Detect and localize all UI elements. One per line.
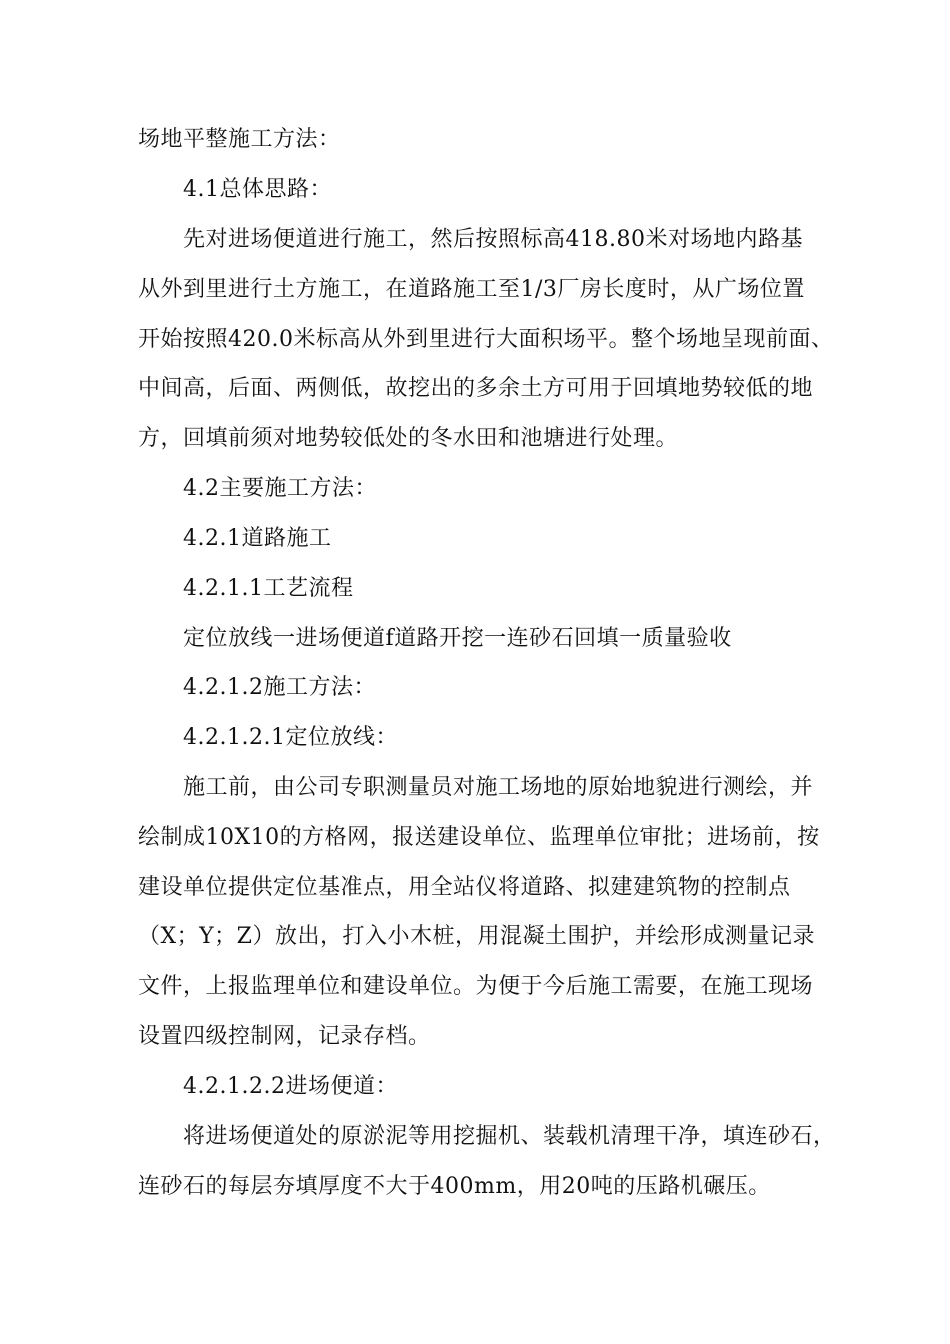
paragraph-line: 方，回填前须对地势较低处的冬水田和池塘进行处理。 bbox=[138, 426, 679, 451]
paragraph-line: 文件，上报监理单位和建设单位。为便于今后施工需要，在施工现场 bbox=[138, 974, 814, 999]
paragraph-line: （X；Y；Z）放出，打入小木桩，用混凝土围护，并绘形成测量记录 bbox=[138, 924, 815, 949]
paragraph-line: 先对进场便道进行施工，然后按照标高418.80米对场地内路基 bbox=[183, 227, 803, 252]
paragraph-line: 绘制成10X10的方格网，报送建设单位、监理单位审批；进场前，按 bbox=[138, 825, 820, 850]
paragraph-line: 将进场便道处的原淤泥等用挖掘机、装载机清理干净，填连砂石， bbox=[183, 1124, 836, 1149]
paragraph-line: 施工前，由公司专职测量员对施工场地的原始地貌进行测绘，并 bbox=[183, 775, 814, 800]
paragraph-line: 从外到里进行土方施工，在道路施工至1/3厂房长度时，从广场位置 bbox=[138, 277, 805, 302]
paragraph-line: 设置四级控制网，记录存档。 bbox=[138, 1024, 431, 1049]
process-flow-line: 定位放线一进场便道f道路开挖一连砂石回填一质量验收 bbox=[183, 626, 732, 651]
subsection-heading: 4.2主要施工方法： bbox=[183, 476, 377, 501]
subsection-heading: 4.2.1道路施工 bbox=[183, 526, 332, 551]
subsection-heading: 4.1总体思路： bbox=[183, 177, 332, 202]
subsection-heading: 4.2.1.2.2进场便道： bbox=[183, 1074, 398, 1099]
section-heading: 场地平整施工方法： bbox=[138, 127, 341, 152]
paragraph-line: 中间高，后面、两侧低，故挖出的多余土方可用于回填地势较低的地 bbox=[138, 376, 814, 401]
subsection-heading: 4.2.1.1工艺流程 bbox=[183, 576, 354, 601]
subsection-heading: 4.2.1.2施工方法： bbox=[183, 675, 376, 700]
subsection-heading: 4.2.1.2.1定位放线： bbox=[183, 725, 398, 750]
paragraph-line: 连砂石的每层夯填厚度不大于400mm，用20吨的压路机碾压。 bbox=[138, 1174, 771, 1199]
paragraph-line: 开始按照420.0米标高从外到里进行大面积场平。整个场地呈现前面、 bbox=[138, 327, 834, 352]
paragraph-line: 建设单位提供定位基准点，用全站仪将道路、拟建建筑物的控制点 bbox=[138, 875, 791, 900]
